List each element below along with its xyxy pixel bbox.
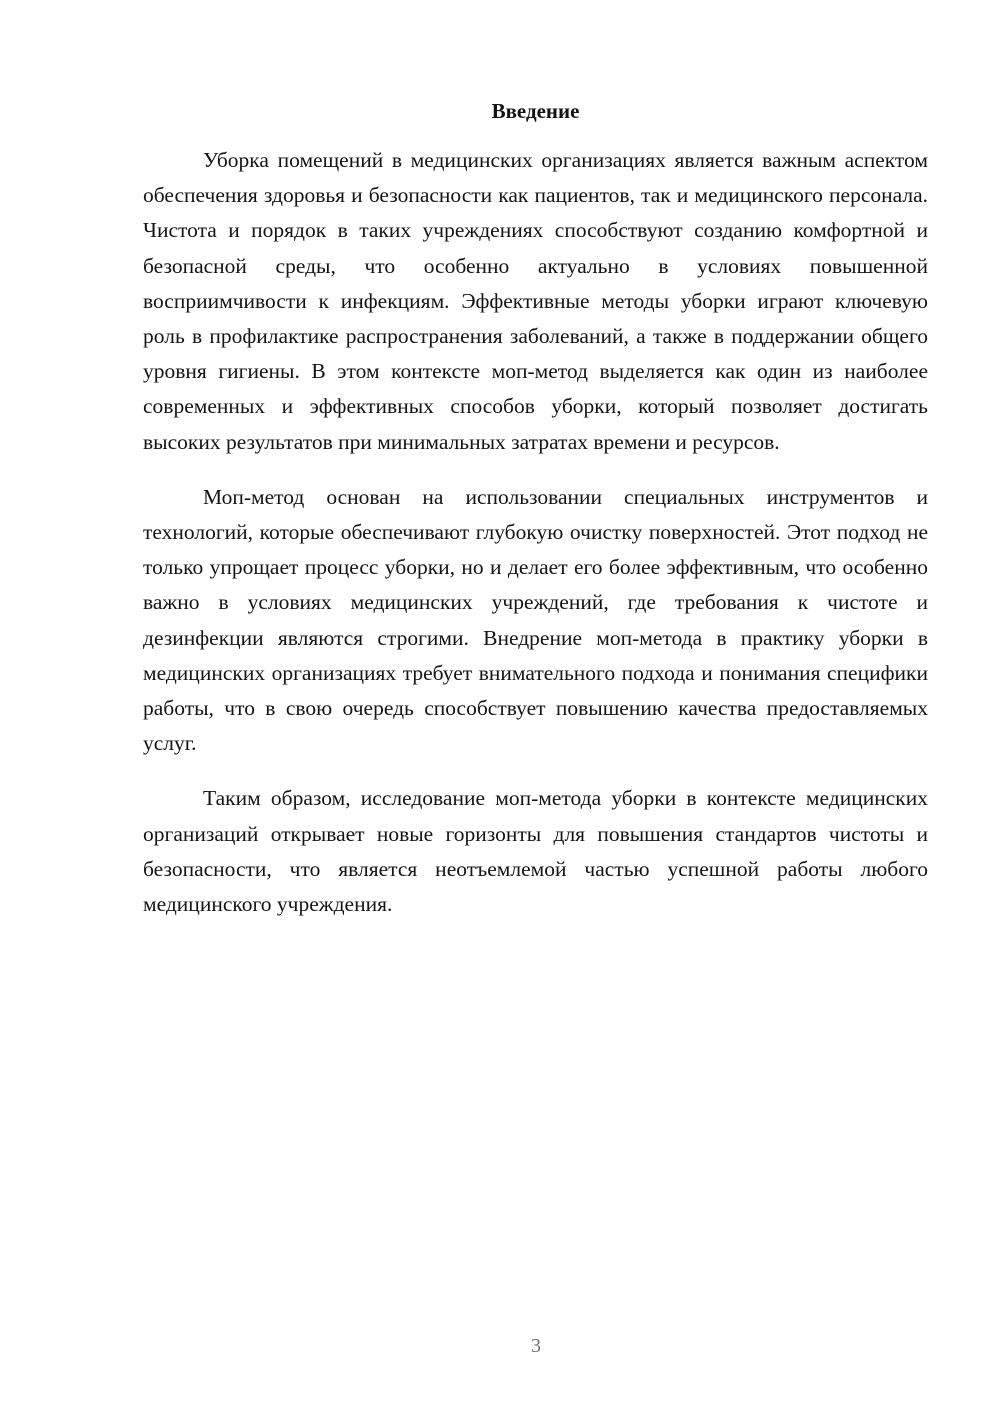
paragraph-intro: Уборка помещений в медицинских организациях является важным аспектом обеспечения здоровья и безопасности как пациентов, так и медицинского персонала. Чистота и порядок в таких учреждениях способствуют созданию комфортной и безопасной среды, что особенно актуально в условиях повышенной восприимчивости к инфекциям. Эффективные методы уборки играют ключевую роль в профилактике распространения заболеваний, а также в поддержании общего уровня гигиены. В этом контексте моп-метод выделяется как один из наиболее современных и эффективных способов уборки, который позволяет достигать высоких результатов при минимальных затратах времени и ресурсов. (143, 148, 928, 454)
page-number: 3 (531, 1335, 541, 1357)
section-heading: Введение (491, 99, 580, 123)
paragraph-conclusion: Таким образом, исследование моп-метода уборки в контексте медицинских организаций открывает новые горизонты для повышения стандартов чистоты и безопасности, что является неотъемлемой частью успешной работы любого медицинского учреждения. (143, 786, 928, 917)
paragraph-mop-method: Моп-метод основан на использовании специальных инструментов и технологий, которые обеспечивают глубокую очистку поверхностей. Этот подход не только упрощает процесс уборки, но и делает его более эффективным, что особенно важно в условиях медицинских учреждений, где требования к чистоте и дезинфекции являются строгими. Внедрение моп-метода в практику уборки в медицинских организациях требует внимательного подхода и понимания специфики работы, что в свою очередь способствует повышению качества предоставляемых услуг. (143, 484, 928, 756)
page-content (143, 97, 928, 922)
